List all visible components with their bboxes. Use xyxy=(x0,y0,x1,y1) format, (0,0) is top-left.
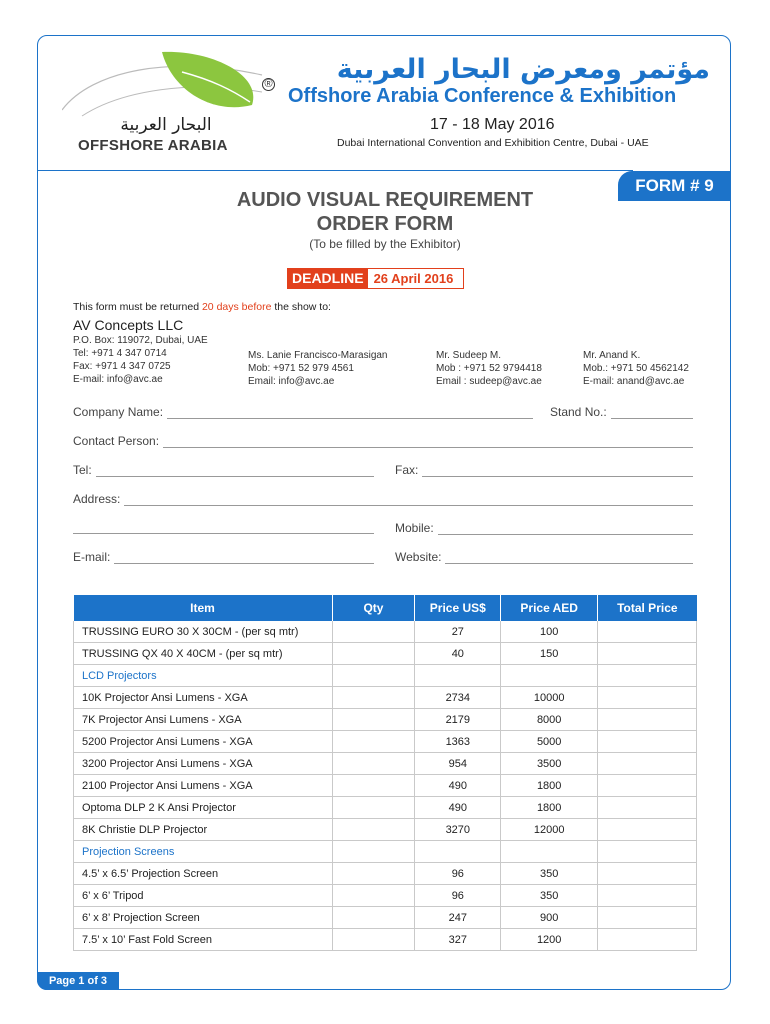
company-fax: Fax: +971 4 347 0725 xyxy=(73,361,171,372)
total-price-cell[interactable] xyxy=(598,709,697,731)
qty-cell[interactable] xyxy=(332,621,415,643)
item-cell: 5200 Projector Ansi Lumens - XGA xyxy=(74,731,333,753)
price-usd-cell: 247 xyxy=(415,907,501,929)
price-aed-cell: 3500 xyxy=(501,753,598,775)
total-price-cell[interactable] xyxy=(598,907,697,929)
form-title xyxy=(200,188,570,236)
contact-card xyxy=(248,349,388,388)
qty-cell[interactable] xyxy=(332,907,415,929)
deadline-date: 26 April 2016 xyxy=(373,271,454,286)
company-name-field[interactable] xyxy=(73,405,533,419)
contact-card xyxy=(583,349,689,388)
website-field[interactable] xyxy=(395,550,693,564)
price-usd-cell: 96 xyxy=(415,863,501,885)
table-row xyxy=(74,775,697,797)
column-header-total: Total Price xyxy=(598,595,697,621)
item-cell: 4.5’ x 6.5’ Projection Screen xyxy=(74,863,333,885)
total-price-cell[interactable] xyxy=(598,731,697,753)
qty-cell[interactable] xyxy=(332,643,415,665)
return-note-after: the show to: xyxy=(271,301,331,313)
field-label: Tel: xyxy=(73,463,92,477)
price-aed-cell: 1200 xyxy=(501,929,598,951)
qty-cell[interactable] xyxy=(332,863,415,885)
field-line[interactable] xyxy=(96,464,374,477)
item-cell: 8K Christie DLP Projector xyxy=(74,819,333,841)
fax-field[interactable] xyxy=(395,463,693,477)
table-row xyxy=(74,885,697,907)
qty-cell[interactable] xyxy=(332,885,415,907)
address-field[interactable] xyxy=(73,492,693,506)
price-aed-cell: 350 xyxy=(501,885,598,907)
contact-name: Mr. Sudeep M. xyxy=(436,350,502,361)
table-header-row xyxy=(74,595,697,621)
table-row xyxy=(74,797,697,819)
company-po-box: P.O. Box: 119072, Dubai, UAE xyxy=(73,335,208,346)
form-subtitle: (To be filled by the Exhibitor) xyxy=(309,237,461,251)
price-aed-cell: 150 xyxy=(501,643,598,665)
field-label: Stand No.: xyxy=(550,405,607,419)
field-line[interactable] xyxy=(167,406,533,419)
empty-cell xyxy=(598,665,697,687)
price-aed-cell: 5000 xyxy=(501,731,598,753)
price-usd-cell: 490 xyxy=(415,775,501,797)
column-header-price-aed: Price AED xyxy=(501,595,598,621)
qty-cell[interactable] xyxy=(332,797,415,819)
page-indicator: Page 1 of 3 xyxy=(37,972,119,990)
company-email: E-mail: info@avc.ae xyxy=(73,374,163,385)
item-cell: Optoma DLP 2 K Ansi Projector xyxy=(74,797,333,819)
empty-cell xyxy=(501,841,598,863)
price-usd-cell: 3270 xyxy=(415,819,501,841)
total-price-cell[interactable] xyxy=(598,929,697,951)
contact-email: Email : sudeep@avc.ae xyxy=(436,376,542,387)
empty-cell xyxy=(501,665,598,687)
table-row xyxy=(74,929,697,951)
table-row xyxy=(74,643,697,665)
table-row xyxy=(74,621,697,643)
column-header-qty: Qty xyxy=(332,595,415,621)
table-body xyxy=(74,621,697,951)
field-line[interactable] xyxy=(124,493,693,506)
event-dates: 17 - 18 May 2016 xyxy=(430,116,555,133)
empty-cell xyxy=(415,665,501,687)
total-price-cell[interactable] xyxy=(598,885,697,907)
return-instruction xyxy=(73,301,331,313)
item-cell: 6’ x 6’ Tripod xyxy=(74,885,333,907)
company-name: AV Concepts LLC xyxy=(73,317,184,333)
section-title: Projection Screens xyxy=(74,841,333,863)
price-usd-cell: 327 xyxy=(415,929,501,951)
table-row xyxy=(74,907,697,929)
total-price-cell[interactable] xyxy=(598,687,697,709)
field-label: Company Name: xyxy=(73,405,164,419)
field-label: Contact Person: xyxy=(73,434,160,448)
price-aed-cell: 1800 xyxy=(501,775,598,797)
price-aed-cell: 8000 xyxy=(501,709,598,731)
item-cell: 2100 Projector Ansi Lumens - XGA xyxy=(74,775,333,797)
total-price-cell[interactable] xyxy=(598,775,697,797)
contact-phone: Mob : +971 52 9794418 xyxy=(436,363,542,374)
price-usd-cell: 96 xyxy=(415,885,501,907)
contact-phone: Mob: +971 52 979 4561 xyxy=(248,363,354,374)
field-line[interactable] xyxy=(445,551,693,564)
column-header-item: Item xyxy=(74,595,333,621)
item-cell: 3200 Projector Ansi Lumens - XGA xyxy=(74,753,333,775)
price-usd-cell: 40 xyxy=(415,643,501,665)
total-price-cell[interactable] xyxy=(598,643,697,665)
table-row xyxy=(74,819,697,841)
field-line[interactable] xyxy=(422,464,693,477)
total-price-cell[interactable] xyxy=(598,797,697,819)
table-row xyxy=(74,753,697,775)
field-line[interactable] xyxy=(611,406,693,419)
price-aed-cell: 1800 xyxy=(501,797,598,819)
column-header-price-usd: Price US$ xyxy=(415,595,501,621)
field-label: Fax: xyxy=(395,463,419,477)
qty-cell[interactable] xyxy=(332,775,415,797)
price-usd-cell: 2179 xyxy=(415,709,501,731)
item-cell: TRUSSING QX 40 X 40CM - (per sq mtr) xyxy=(74,643,333,665)
table-row xyxy=(74,709,697,731)
price-aed-cell: 12000 xyxy=(501,819,598,841)
deadline-label: DEADLINE xyxy=(288,269,368,288)
price-usd-cell: 1363 xyxy=(415,731,501,753)
price-aed-cell: 100 xyxy=(501,621,598,643)
item-cell: 7.5’ x 10’ Fast Fold Screen xyxy=(74,929,333,951)
field-line[interactable] xyxy=(114,551,374,564)
logo-english-text: OFFSHORE ARABIA xyxy=(78,137,228,154)
total-price-cell[interactable] xyxy=(598,753,697,775)
contact-email: Email: info@avc.ae xyxy=(248,376,335,387)
company-address-block xyxy=(73,334,208,386)
price-aed-cell: 350 xyxy=(501,863,598,885)
section-title: LCD Projectors xyxy=(74,665,333,687)
form-title-line1: AUDIO VISUAL REQUIREMENT xyxy=(236,189,534,211)
item-cell: 10K Projector Ansi Lumens - XGA xyxy=(74,687,333,709)
address-line-2-field[interactable] xyxy=(73,521,374,534)
form-number-tab: FORM # 9 xyxy=(618,171,731,201)
total-price-cell[interactable] xyxy=(598,621,697,643)
price-usd-cell: 490 xyxy=(415,797,501,819)
contact-card xyxy=(436,349,542,388)
field-label: Address: xyxy=(73,492,121,506)
tel-field[interactable] xyxy=(73,463,374,477)
empty-cell xyxy=(598,841,697,863)
stand-no-field[interactable] xyxy=(550,405,693,419)
return-note-before: This form must be returned xyxy=(73,301,202,313)
header-divider xyxy=(37,170,633,171)
email-field[interactable] xyxy=(73,550,374,564)
price-aed-cell: 900 xyxy=(501,907,598,929)
total-price-cell[interactable] xyxy=(598,863,697,885)
table-row xyxy=(74,731,697,753)
registered-mark: ® xyxy=(262,78,275,91)
empty-cell xyxy=(415,841,501,863)
form-title-line2: ORDER FORM xyxy=(316,213,454,235)
item-cell: TRUSSING EURO 30 X 30CM - (per sq mtr) xyxy=(74,621,333,643)
qty-cell[interactable] xyxy=(332,731,415,753)
field-line[interactable] xyxy=(438,522,693,535)
table-section-row xyxy=(74,841,697,863)
price-usd-cell: 2734 xyxy=(415,687,501,709)
event-venue: Dubai International Convention and Exhibition Centre, Dubai - UAE xyxy=(337,137,649,149)
return-note-highlight: 20 days before xyxy=(201,301,272,313)
conference-title: Offshore Arabia Conference & Exhibition xyxy=(288,85,677,107)
price-usd-cell: 27 xyxy=(415,621,501,643)
field-label: Website: xyxy=(395,550,442,564)
total-price-cell[interactable] xyxy=(598,819,697,841)
order-items-table xyxy=(73,595,697,951)
empty-cell xyxy=(332,665,415,687)
qty-cell[interactable] xyxy=(332,687,415,709)
company-tel: Tel: +971 4 347 0714 xyxy=(73,348,167,359)
price-aed-cell: 10000 xyxy=(501,687,598,709)
conference-arabic-title: مؤتمر ومعرض البحار العربية xyxy=(336,54,710,85)
price-usd-cell: 954 xyxy=(415,753,501,775)
contact-person-field[interactable] xyxy=(73,434,693,448)
item-cell: 6’ x 8’ Projection Screen xyxy=(74,907,333,929)
item-cell: 7K Projector Ansi Lumens - XGA xyxy=(74,709,333,731)
field-label: Mobile: xyxy=(395,521,434,535)
qty-cell[interactable] xyxy=(332,709,415,731)
field-line[interactable] xyxy=(163,435,693,448)
table-section-row xyxy=(74,665,697,687)
empty-cell xyxy=(332,841,415,863)
table-row xyxy=(74,863,697,885)
mobile-field[interactable] xyxy=(395,521,693,535)
contact-email: E-mail: anand@avc.ae xyxy=(583,376,685,387)
table-row xyxy=(74,687,697,709)
qty-cell[interactable] xyxy=(332,929,415,951)
contact-name: Ms. Lanie Francisco-Marasigan xyxy=(248,350,388,361)
deadline-badge xyxy=(287,268,464,289)
field-line[interactable] xyxy=(73,521,374,534)
contact-phone: Mob.: +971 50 4562142 xyxy=(583,363,689,374)
qty-cell[interactable] xyxy=(332,753,415,775)
logo-arabic-text: البحار العربية xyxy=(120,115,212,135)
qty-cell[interactable] xyxy=(332,819,415,841)
contact-name: Mr. Anand K. xyxy=(583,350,641,361)
field-label: E-mail: xyxy=(73,550,111,564)
